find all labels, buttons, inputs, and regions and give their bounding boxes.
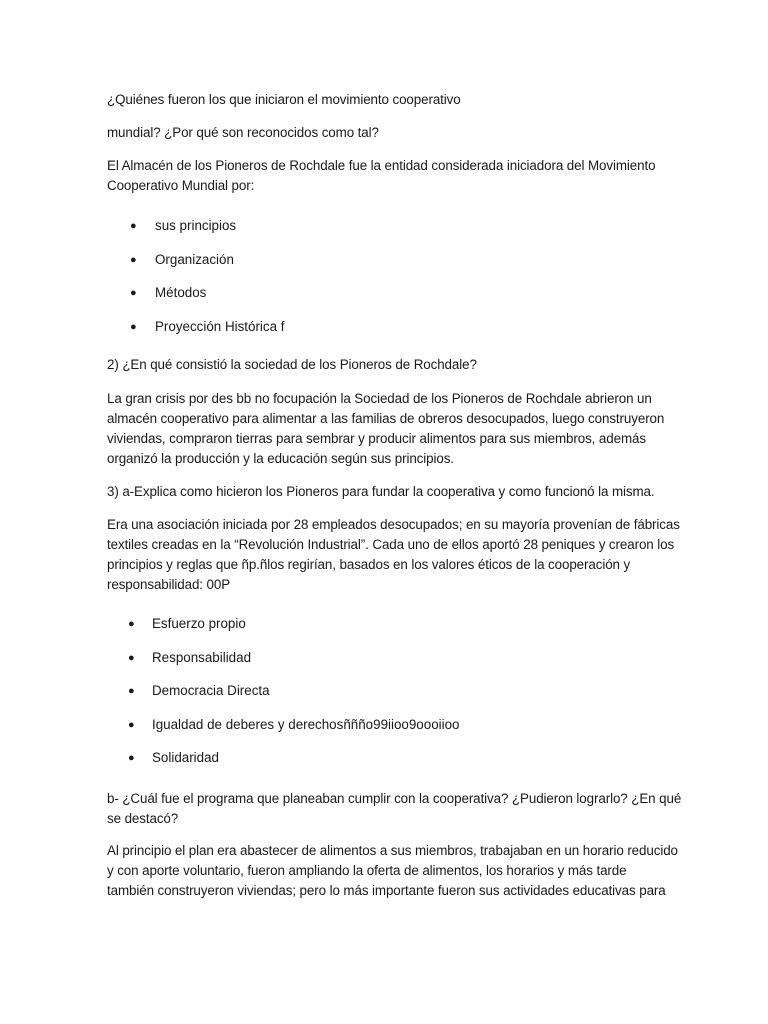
answer-3a-line-4: responsabilidad: 00P — [107, 577, 231, 592]
answer-2-line-3: viviendas, compraron tierras para sembrar y producir alimentos para sus miembros, además — [107, 431, 646, 446]
bullet-icon: ● — [128, 618, 135, 630]
bullet-icon: ● — [128, 752, 135, 764]
answer-2-line-1: La gran crisis por des bb no focupación la Sociedad de los Pioneros de Rochdale abrieron un — [107, 391, 652, 406]
bullet-icon: ● — [130, 254, 137, 266]
list-item-text: Proyección Histórica f — [155, 319, 285, 334]
answer-1-line-2: Cooperativo Mundial por: — [107, 178, 255, 193]
answer-2-line-2: almacén cooperativo para alimentar a las familias de obreros desocupados, luego construyeron — [107, 411, 665, 426]
answer-3b-line-2: y con aporte voluntario, fueron ampliando la oferta de alimentos, los horarios y más tarde — [107, 863, 627, 878]
question-3a: 3) a-Explica como hicieron los Pioneros para fundar la cooperativa y como funcionó la misma. — [107, 484, 655, 499]
answer-3a-line-2: textiles creadas en la “Revolución Industrial”. Cada uno de ellos aportó 28 peniques y crearon los — [107, 537, 675, 552]
list-item-text: Solidaridad — [152, 750, 219, 765]
answer-3a-line-3: principios y reglas que ñp.ñlos regirían, basados en los valores éticos de la cooperación y — [107, 557, 631, 572]
bullet-icon: ● — [128, 685, 135, 697]
answer-3b-line-1: Al principio el plan era abastecer de alimentos a sus miembros, trabajaban en un horario reducido — [107, 843, 678, 858]
question-3b-line-2: se destacó? — [107, 811, 179, 826]
question-1-line-1: ¿Quiénes fueron los que iniciaron el movimiento cooperativo — [107, 92, 461, 107]
list-item-text: Democracia Directa — [152, 683, 270, 698]
list-item-text: Métodos — [155, 285, 207, 300]
answer-1-line-1: El Almacén de los Pioneros de Rochdale fue la entidad considerada iniciadora del Movimiento — [107, 158, 656, 173]
bullet-icon: ● — [128, 652, 135, 664]
bullet-icon: ● — [130, 321, 137, 333]
bullet-icon: ● — [130, 220, 137, 232]
question-3b-line-1: b- ¿Cuál fue el programa que planeaban cumplir con la cooperativa? ¿Pudieron lograrlo? ¿En qué — [107, 791, 682, 806]
answer-3b-line-3: también construyeron viviendas; pero lo más importante fueron sus actividades educativas para — [107, 883, 666, 898]
answer-3a-line-1: Era una asociación iniciada por 28 empleados desocupados; en su mayoría provenían de fábricas — [107, 517, 680, 532]
question-1-line-2: mundial? ¿Por qué son reconocidos como tal? — [107, 125, 379, 140]
bullet-icon: ● — [128, 719, 135, 731]
list-item-text: sus principios — [155, 218, 237, 233]
list-item-text: Organización — [155, 252, 234, 267]
bullet-icon: ● — [130, 287, 137, 299]
list-item-text: Igualdad de deberes y derechosññño99iioo9oooiioo — [152, 717, 460, 732]
list-item-text: Esfuerzo propio — [152, 616, 246, 631]
list-item-text: Responsabilidad — [152, 650, 252, 665]
answer-2-line-4: organizó la producción y la educación según sus principios. — [107, 451, 454, 466]
question-2: 2) ¿En qué consistió la sociedad de los Pioneros de Rochdale? — [107, 357, 477, 372]
